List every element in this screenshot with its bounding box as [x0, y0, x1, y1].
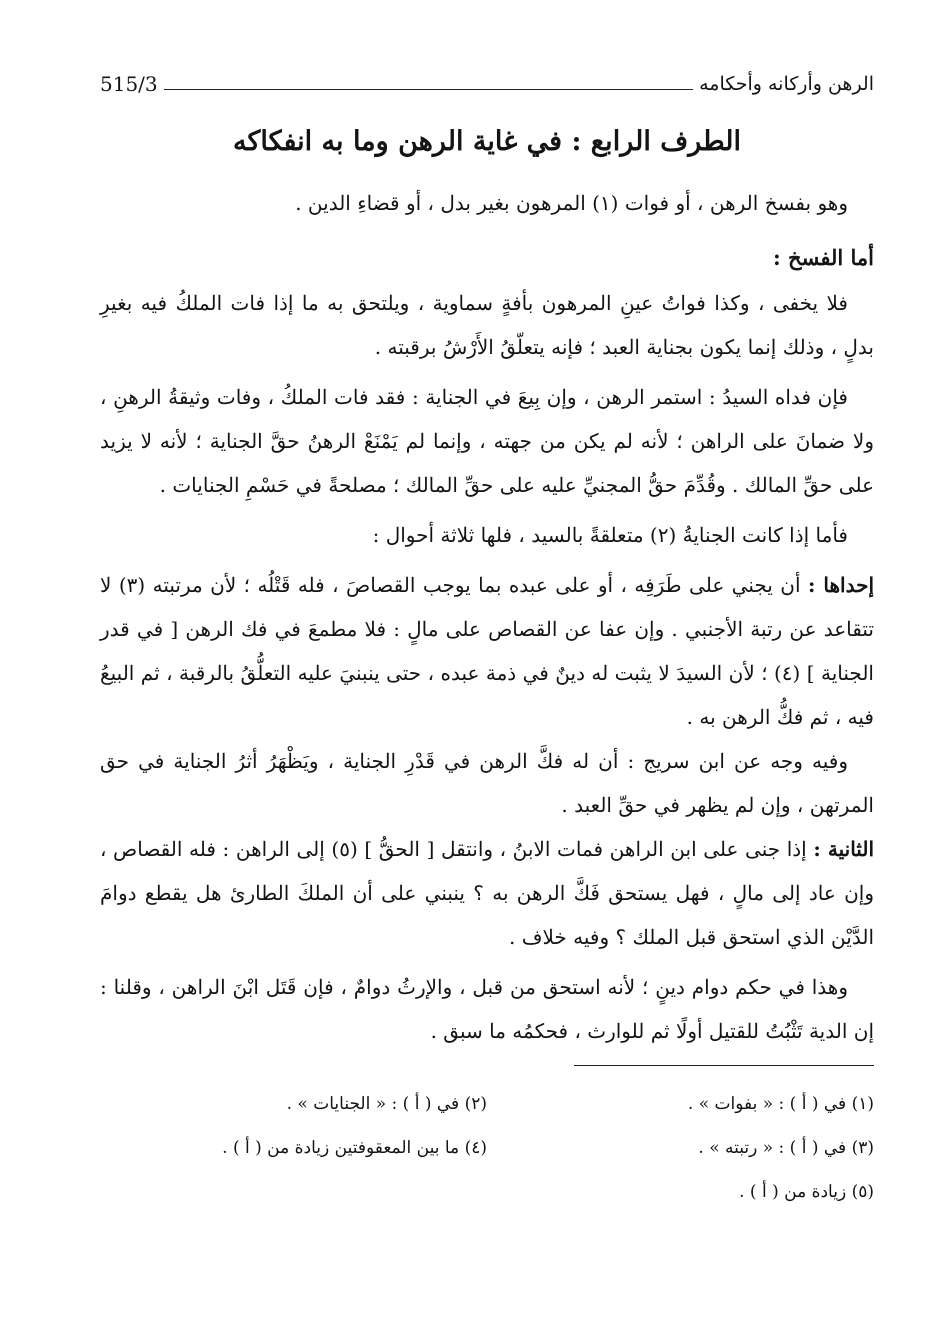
footnote-row	[100, 1170, 874, 1214]
footnote-1: (١) في ( أ ) : « بفوات » .	[687, 1094, 874, 1115]
case-1-lead: إحداها :	[807, 573, 874, 598]
footnote-2: (٢) في ( أ ) : « الجنايات » .	[286, 1094, 487, 1115]
footnotes	[100, 1082, 874, 1214]
running-header	[100, 58, 874, 94]
footnote-row	[100, 1126, 874, 1170]
paragraph-5: وهذا في حكم دوام دينٍ ؛ لأنه استحق من قبل ، والإرثُ دوامٌ ، فإن قَتَل ابْنَ الراهن ، وقلنا : إن الدية تَثْبُتُ للقتيل أولًا ثم للوارث ، فحكمُه ما سبق .	[100, 975, 874, 1044]
paragraph-4: وفيه وجه عن ابن سريج : أن له فكَّ الرهن في قَدْرِ الجناية ، ويَظْهَرُ أثرُ الجناية في حق المرتهن ، وإن لم يظهر في حقِّ العبد .	[100, 749, 874, 818]
case-2-lead: الثانية :	[813, 837, 874, 862]
case-1-text: أن يجني على طَرَفِه ، أو على عبده بما يوجب القصاصَ ، فله قَتْلُه ؛ لأن مرتبته (٣) لا تتقاعد عن رتبة الأجنبي . وإن عفا عن القصاص على مالٍ : فلا مطمعَ في فك الرهن [ في قدر الجناية ] (٤) ؛ لأن السيدَ لا يثبت له دينٌ في ذمة عبده ، حتى ينبنيَ عليه التعلُّقُ بالرقبة ، ثم البيعُ فيه ، ثم فكُّ الرهن به .	[100, 573, 874, 730]
footnote-3: (٣) في ( أ ) : « رتبته » .	[698, 1138, 874, 1159]
footnote-row	[100, 1082, 874, 1126]
running-header-title: الرهن وأركانه وأحكامه	[699, 73, 874, 95]
footnote-4: (٤) ما بين المعقوفتين زيادة من ( أ ) .	[222, 1138, 487, 1159]
header-rule	[164, 89, 693, 90]
case-2-paragraph	[100, 827, 874, 959]
intro-paragraph: وهو بفسخ الرهن ، أو فوات (١) المرهون بغير بدل ، أو قضاءِ الدين .	[295, 191, 848, 216]
case-2-text: إذا جنى على ابن الراهن فمات الابنُ ، وانتقل [ الحقُّ ] (٥) إلى الراهن : فله القصاص ، وإن عاد إلى مالٍ ، فهل يستحق فَكَّ الرهن به ؟ ينبني على أن الملكَ الطارئ هل يقطع دوامَ الدَّيْن الذي استحق قبل الملك ؟ وفيه خلاف .	[100, 837, 874, 950]
case-1-paragraph	[100, 563, 874, 739]
paragraph-1: فلا يخفى ، وكذا فواتُ عينِ المرهون بأفةٍ سماوية ، ويلتحق به ما إذا فات الملكُ فيه بغيرِ بدلٍ ، وذلك إنما يكون بجناية العبد ؛ فإنه يتعلّقُ الأَرْشُ برقبته .	[100, 291, 874, 360]
page-number: 515/3	[100, 72, 158, 96]
paragraph-2: فإن فداه السيدُ : استمر الرهن ، وإن بِيعَ في الجناية : فقد فات الملكُ ، وفات وثيقةُ الرهنِ ، ولا ضمانَ على الراهن ؛ لأنه لم يكن من جهته ، وإنما لم يَمْنَعْ الرهنُ حقَّ الجناية ؛ لأنه لا يزيد على حقِّ المالك . وقُدِّمَ حقُّ المجنيِّ عليه على حقِّ المالك ؛ مصلحةً في حَسْمِ الجنايات .	[100, 385, 874, 498]
footnote-separator	[574, 1065, 874, 1066]
footnote-5: (٥) زيادة من ( أ ) .	[739, 1182, 874, 1203]
fasakh-heading: أما الفسخ :	[772, 245, 874, 271]
paragraph-3: فأما إذا كانت الجنايةُ (٢) متعلقةً بالسيد ، فلها ثلاثة أحوال :	[372, 523, 848, 548]
section-title: الطرف الرابع : في غاية الرهن وما به انفكاكه	[233, 126, 741, 157]
